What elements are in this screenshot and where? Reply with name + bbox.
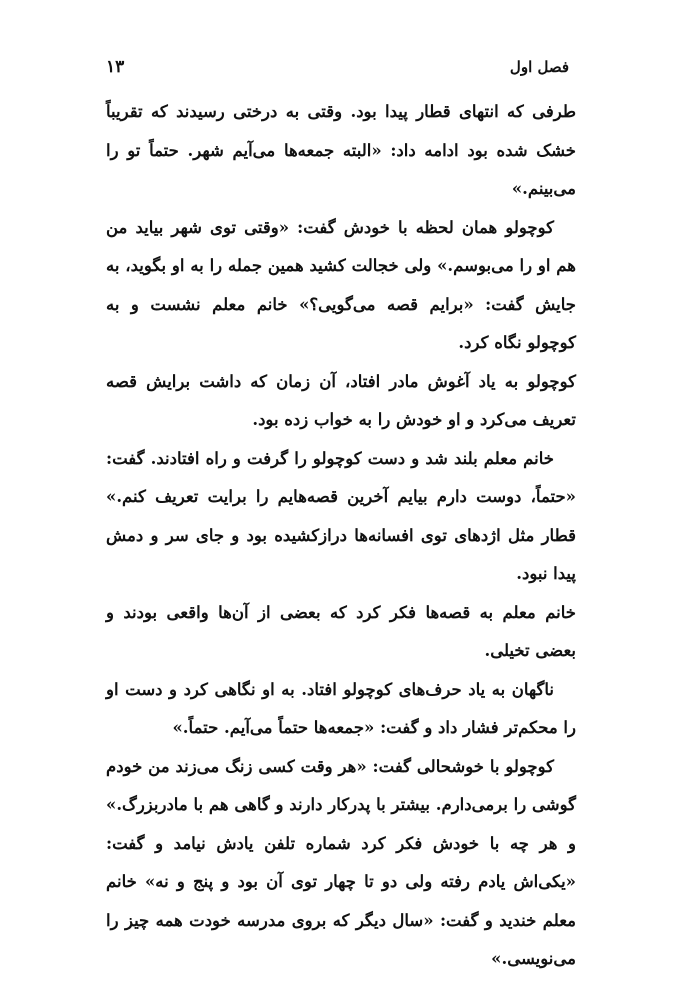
page-header [106, 52, 569, 82]
paragraph-6: ناگهان به یاد حرف‌های کوچولو افتاد. به او نگاهی کرد و دست او را محکم‌تر فشار داد و گفت: «جمعه‌ها حتماً می‌آیم. حتماً.» [106, 679, 576, 737]
paragraph-7: کوچولو با خوشحالی گفت: «هر وقت کسی زنگ می‌زند من خودم گوشی را برمی‌دارم. بیشتر با پدرکار دارند و گاهی هم با مادربزرگ.» و هر چه با خودش فکر کرد شماره تلفن یادش نیامد و گفت: «یکی‌اش یادم رفته ولی دو تا چهار توی آن بود و پنج و نه» خانم معلم خندید و گفت: «سال دیگر که بروی مدرسه خودت همه چیز را می‌نویسی.» [106, 756, 576, 968]
paragraph-1: طرفی که انتهای قطار پیدا بود. وقتی به درختی رسیدند که تقریباً خشک شده بود ادامه داد: «البته جمعه‌ها می‌آیم شهر. حتماً تو را می‌بینم.» [106, 102, 576, 198]
paragraph-2: کوچولو همان لحظه با خودش گفت: «وقتی توی شهر بیاید من هم او را می‌بوسم.» ولی خجالت کشید همین جمله را به او بگوید، به جایش گفت: «برایم قصه می‌گویی؟» خانم معلم نشست و به کوچولو نگاه کرد. [106, 217, 576, 352]
paragraph-3: کوچولو به یاد آغوش مادر افتاد، آن زمان که داشت برایش قصه تعریف می‌کرد و او خودش را به خواب زده بود. [106, 371, 576, 429]
page-number: ۱۳ [106, 57, 125, 77]
page-body [106, 93, 576, 979]
chapter-title: فصل اول [509, 58, 569, 76]
paragraph-5: خانم معلم به قصه‌ها فکر کرد که بعضی از آن‌ها واقعی بودند و بعضی تخیلی. [106, 602, 576, 660]
paragraph-4: خانم معلم بلند شد و دست کوچولو را گرفت و راه افتادند. گفت: «حتماً، دوست دارم بیایم آخرین قصه‌هایم را برایت تعریف کنم.» قطار مثل اژدهای توی افسانه‌ها درازکشیده بود و جای سر و دمش پیدا نبود. [106, 448, 576, 583]
